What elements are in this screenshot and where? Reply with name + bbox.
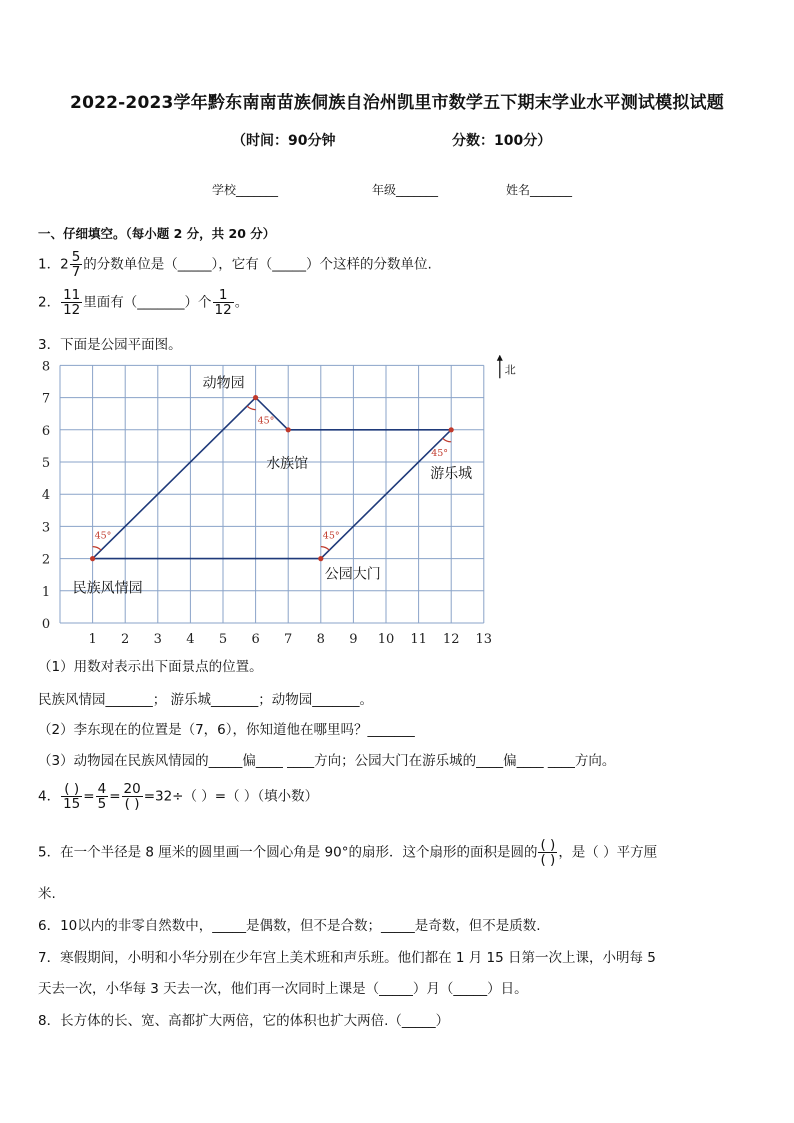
q4-fraction-3 [122, 782, 143, 811]
park-map-chart [30, 355, 530, 650]
place-label: 动物园 [202, 375, 245, 392]
q3-sub2: （2）李东现在的位置是（7，6），你知道他在哪里吗？_______ [38, 722, 415, 738]
question-3: 3．下面是公园平面图。 [38, 337, 182, 353]
angle-label: 45° [94, 530, 112, 542]
y-tick-label: 1 [41, 584, 51, 600]
q5-frac-num: ( ) [540, 837, 556, 853]
q1-frac-num: 5 [71, 249, 81, 265]
question-7-line-2: 天去一次，小华每 3 天去一次，他们再一次同时上课是（_____）月（_____）日。 [38, 981, 528, 997]
x-tick-label: 5 [218, 632, 228, 647]
map-point [90, 556, 95, 561]
x-tick-label: 1 [88, 632, 97, 647]
x-tick-label: 12 [442, 632, 460, 647]
q4-f2-num: 4 [97, 781, 107, 797]
angle-arc [93, 547, 101, 551]
q1-fraction [70, 250, 83, 279]
x-tick-label: 2 [121, 632, 130, 647]
q5-tail: ，是（ ）平方厘 [558, 844, 658, 861]
y-tick-label: 2 [41, 552, 51, 568]
x-tick-label: 4 [186, 632, 195, 647]
school-field[interactable]: 学校_______ [212, 183, 279, 197]
q4-tail: =32÷（ ）=（ ）（填小数） [143, 788, 319, 805]
q3-sub3: （3）动物园在民族风情园的_____偏____ ____方向；公园大门在游乐城的____偏____ ____方向。 [38, 753, 616, 769]
q4-f1-num: ( ) [61, 782, 82, 797]
q4-number: 4． [38, 788, 61, 805]
q2-frac2-den: 12 [214, 302, 232, 319]
q5-text: 5．在一个半径是 8 厘米的圆里画一个圆心角是 90°的扇形．这个扇形的面积是圆的 [38, 844, 538, 861]
grade-field[interactable]: 年级_______ [372, 183, 439, 197]
y-tick-label: 7 [41, 391, 51, 407]
question-7-line-1: 7．寒假期间，小明和小华分别在少年宫上美术班和声乐班。他们都在 1 月 15 日第一次上课，小明每 5 [38, 950, 656, 966]
x-tick-label: 9 [349, 632, 358, 647]
time-label: （时间：90分钟 [232, 133, 336, 149]
q2-end: 。 [234, 294, 249, 311]
question-4 [38, 782, 318, 811]
q2-number: 2． [38, 294, 61, 311]
q4-fraction-1 [61, 782, 82, 811]
question-1 [38, 250, 432, 279]
y-tick-label: 5 [41, 456, 51, 471]
angle-label: 45° [257, 415, 275, 427]
x-tick-label: 6 [251, 632, 260, 647]
angle-arc [247, 406, 255, 410]
map-point [286, 427, 291, 432]
q2-fraction-2 [213, 288, 234, 317]
map-point [449, 427, 454, 432]
question-6: 6．10以内的非零自然数中，_____是偶数，但不是合数；_____是奇数，但不是质数. [38, 918, 541, 934]
q1-text: 的分数单位是（_____），它有（_____）个这样的分数单位. [83, 256, 432, 273]
north-label: 北 [504, 363, 516, 377]
q4-f1-den: 15 [63, 796, 81, 813]
section-heading: 一、仔细填空。（每小题 2 分，共 20 分） [38, 226, 276, 241]
q4-f3-den: ( ) [124, 796, 140, 813]
q5-wrap: 米. [38, 886, 56, 902]
x-tick-label: 8 [316, 632, 325, 647]
x-tick-label: 13 [475, 632, 493, 647]
y-tick-label: 8 [41, 359, 51, 375]
angle-label: 45° [431, 447, 449, 459]
x-tick-label: 10 [377, 632, 395, 647]
map-point [318, 556, 323, 561]
question-5 [38, 838, 657, 867]
q2-frac-den: 12 [63, 302, 81, 319]
map-axes [42, 355, 516, 647]
q2-frac-num: 11 [63, 287, 81, 303]
q4-eq-1: = [83, 788, 95, 805]
place-label: 公园大门 [324, 566, 381, 583]
q4-fraction-2 [96, 782, 109, 811]
score-label: 分数：100分） [452, 133, 552, 149]
x-tick-label: 11 [410, 632, 427, 647]
q3-sub1: （1）用数对表示出下面景点的位置。 [38, 659, 263, 675]
q2-mid: 里面有（_______）个 [83, 294, 212, 311]
y-tick-label: 4 [41, 488, 51, 504]
angle-arc [443, 438, 451, 442]
angle-arc [321, 547, 329, 551]
q5-frac-den: ( ) [540, 852, 556, 869]
map-labels [73, 375, 473, 597]
x-tick-label: 7 [284, 632, 293, 647]
place-label: 游乐城 [430, 465, 473, 482]
q2-frac2-num: 1 [213, 288, 234, 303]
question-8: 8．长方体的长、宽、高都扩大两倍，它的体积也扩大两倍.（_____） [38, 1013, 450, 1029]
q1-number: 1． [38, 256, 61, 273]
y-tick-label: 3 [41, 520, 51, 536]
x-tick-label: 3 [153, 632, 162, 647]
name-field[interactable]: 姓名_______ [506, 183, 573, 197]
map-point [253, 395, 258, 400]
north-arrowhead-icon [497, 355, 503, 361]
q2-fraction [61, 288, 82, 317]
place-label: 水族馆 [266, 455, 309, 472]
y-tick-label: 6 [41, 423, 51, 439]
angle-label: 45° [322, 530, 340, 542]
page-title: 2022-2023学年黔东南南苗族侗族自治州凯里市数学五下期末学业水平测试模拟试题 [70, 93, 724, 113]
y-tick-label: 0 [41, 617, 51, 632]
q3-sub1-line: 民族风情园_______； 游乐城_______；动物园_______。 [38, 692, 374, 708]
q4-f2-den: 5 [97, 796, 107, 813]
q1-whole: 2 [60, 256, 69, 273]
place-label: 民族风情园 [72, 580, 143, 597]
q1-frac-den: 7 [71, 264, 81, 281]
q4-f3-num: 20 [123, 781, 141, 797]
q4-eq-2: = [109, 788, 121, 805]
question-2 [38, 288, 248, 317]
q5-fraction [538, 838, 557, 867]
